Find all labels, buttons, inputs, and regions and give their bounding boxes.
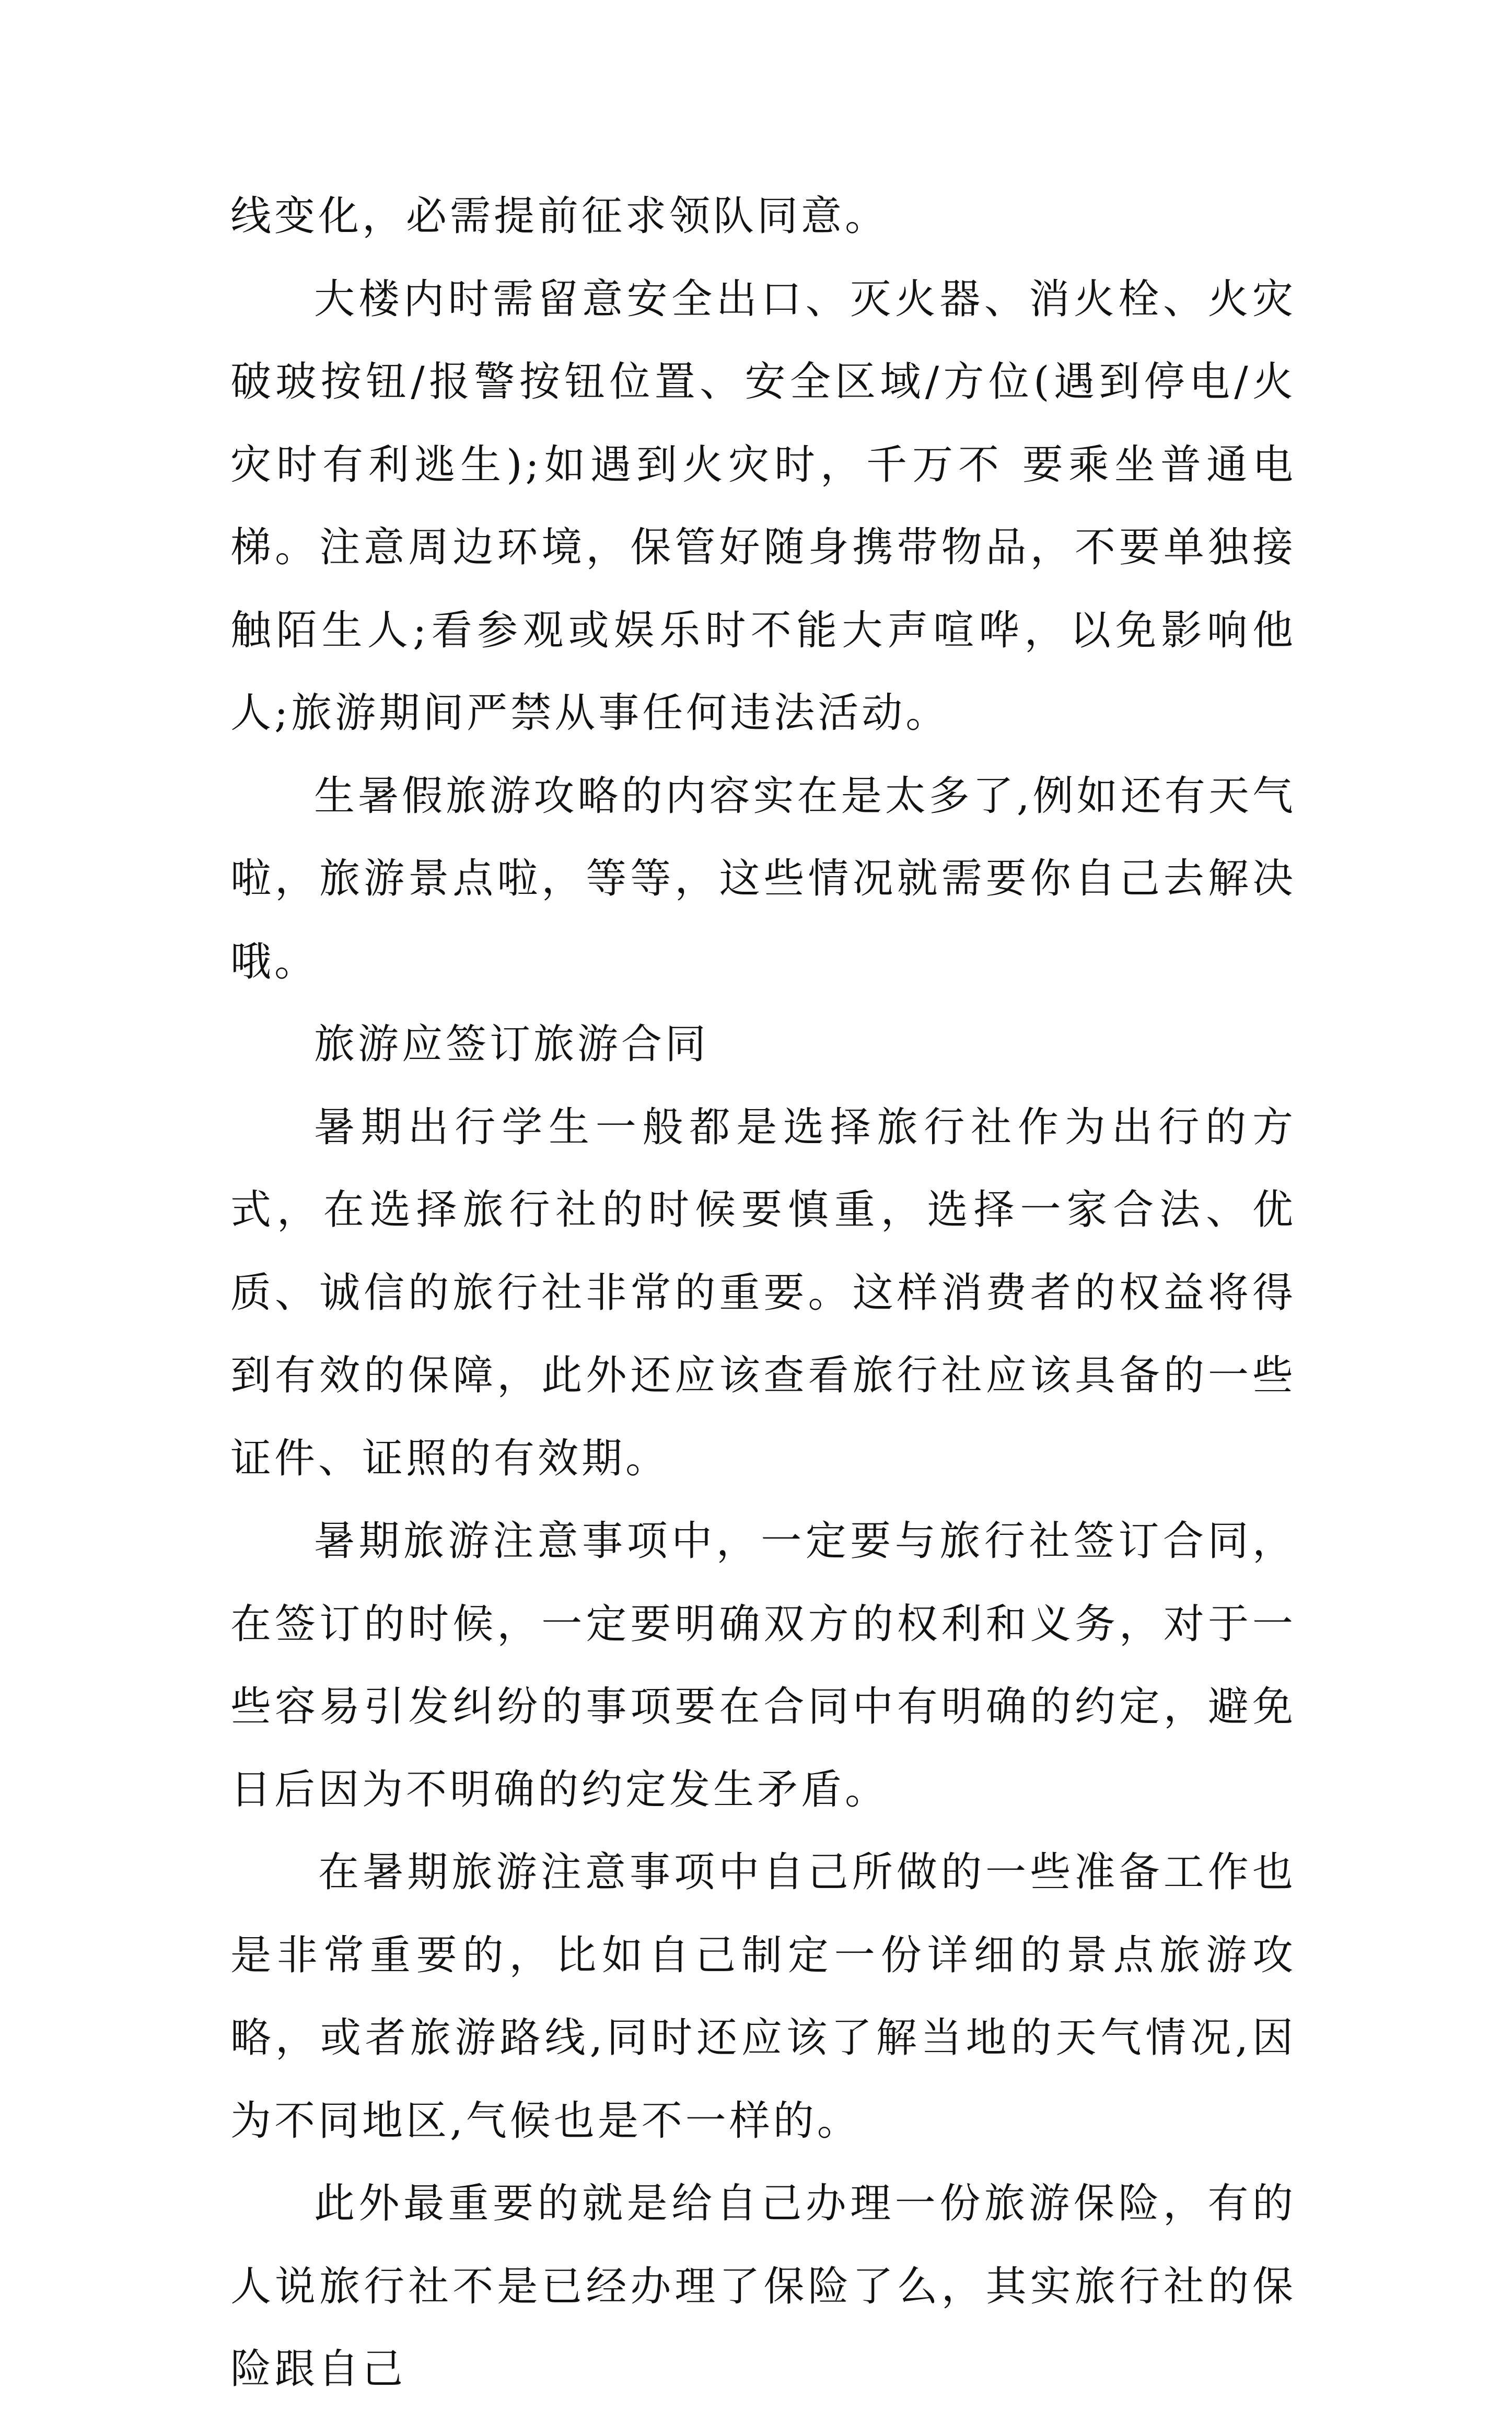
paragraph-sign-contract: 暑期旅游注意事项中，一定要与旅行社签订合同，在签订的时候，一定要明确双方的权利和义务，对于一些容易引发纠纷的事项要在合同中有明确的约定，避免日后因为不明确的约定发生矛盾。 (230, 1518, 1296, 1813)
paragraph-fire-safety: 大楼内时需留意安全出口、灭火器、消火栓、火灾破玻按钮/报警按钮位置、安全区域/方位(遇到停电/火灾时有利逃生);如遇到火灾时，千万不 要乘坐普通电梯。注意周边环境，保管好随身携带物品，不要单独接触陌生人;看参观或娱乐时不能大声喧哗，以免影响他人;旅游期间严禁从事任何违法活动。 (230, 275, 1296, 737)
paragraph-continuation: 线变化，必需提前征求领队同意。 (230, 193, 889, 240)
paragraph-preparation: 在暑期旅游注意事项中自己所做的一些准备工作也是非常重要的，比如自己制定一份详细的景点旅游攻略，或者旅游路线,同时还应该了解当地的天气情况,因为不同地区,气候也是不一样的。 (230, 1849, 1296, 2145)
paragraph-choose-agency: 暑期出行学生一般都是选择旅行社作为出行的方式，在选择旅行社的时候要慎重，选择一家合法、优质、诚信的旅行社非常的重要。这样消费者的权益将得到有效的保障，此外还应该查看旅行社应该具备的一些证件、证照的有效期。 (230, 1103, 1296, 1482)
document-body (230, 175, 1296, 2411)
paragraph-travel-guide: 生暑假旅游攻略的内容实在是太多了,例如还有天气啦，旅游景点啦，等等，这些情况就需要你自己去解决哦。 (230, 772, 1296, 985)
paragraph-insurance: 此外最重要的就是给自己办理一份旅游保险，有的人说旅行社不是已经办理了保险了么，其实旅行社的保险跟自己 (230, 2180, 1296, 2393)
section-heading-contract: 旅游应签订旅游合同 (314, 1021, 710, 1068)
